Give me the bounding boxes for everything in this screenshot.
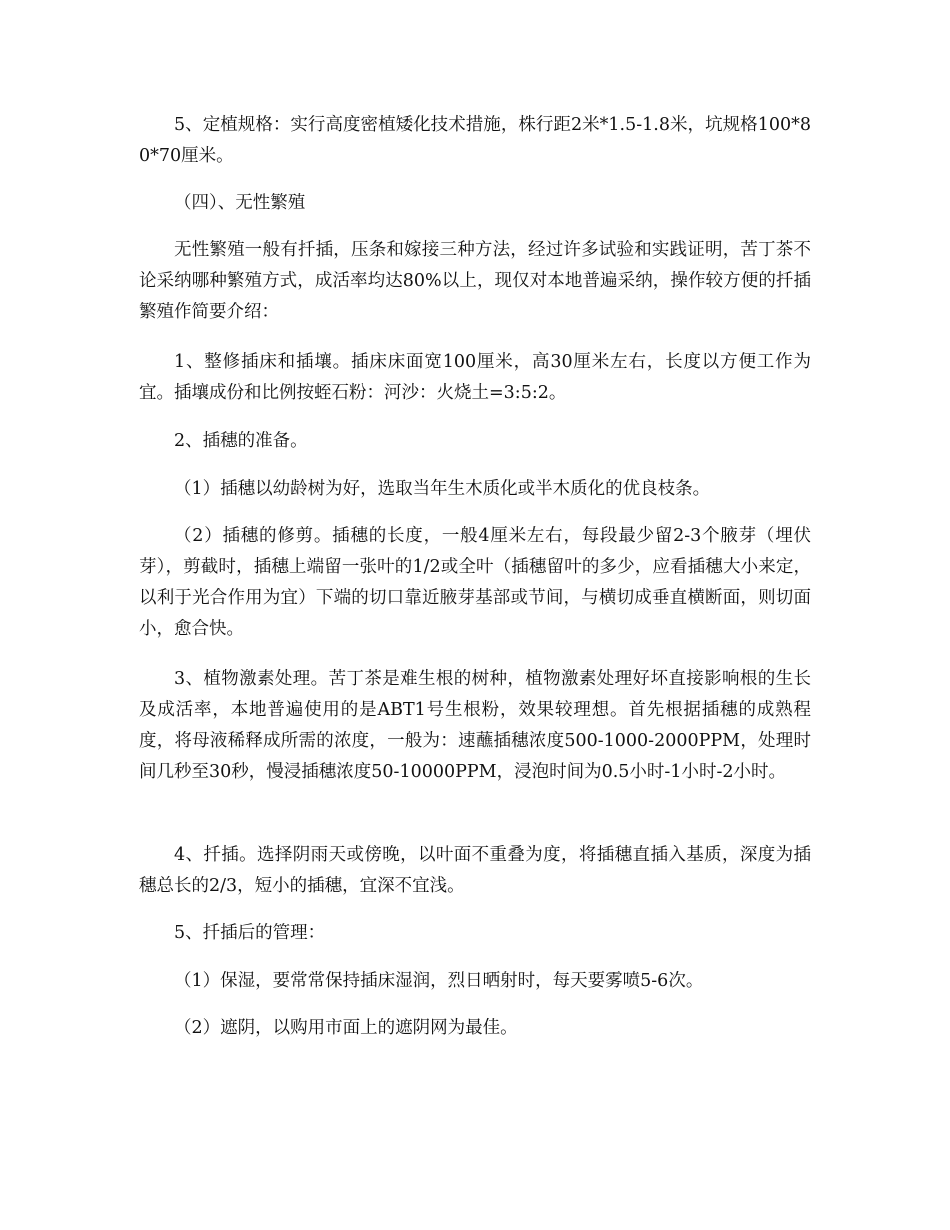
- paragraph-cutting-pruning: （2）插穗的修剪。插穗的长度，一般4厘米左右，每段最少留2-3个腋芽（埋伏芽），剪截时，插穗上端留一张叶的1/2或全叶（插穗留叶的多少，应看插穗大小来定，以利于光合作用为宜）下端的切口靠近腋芽基部或节间，与横切成垂直横断面，则切面小，愈合快。: [139, 526, 811, 639]
- paragraph-post-cutting-management: 5、扦插后的管理：: [174, 923, 326, 943]
- paragraph-cutting-preparation: 2、插穗的准备。: [174, 431, 308, 451]
- paragraph-cutting-selection: （1）插穗以幼龄树为好，选取当年生木质化或半木质化的优良枝条。: [174, 479, 711, 499]
- paragraph-cutting-insertion: 4、扦插。选择阴雨天或傍晚，以叶面不重叠为度，将插穗直插入基质，深度为插穗总长的2/3，短小的插穗，宜深不宜浅。: [139, 845, 811, 896]
- paragraph-planting-spec: 5、定植规格：实行高度密植矮化技术措施，株行距2米*1.5-1.8米，坑规格100*80*70厘米。: [139, 115, 811, 166]
- paragraph-propagation-intro: 无性繁殖一般有扦插，压条和嫁接三种方法，经过许多试验和实践证明，苦丁茶不论采纳哪种繁殖方式，成活率均达80%以上，现仅对本地普遍采纳，操作较方便的扦插繁殖作简要介绍：: [139, 240, 811, 322]
- section-heading-asexual-propagation: （四）、无性繁殖: [174, 193, 306, 213]
- paragraph-humidity-control: （1）保湿，要常常保持插床湿润，烈日晒射时，每天要雾喷5-6次。: [174, 971, 704, 991]
- paragraph-bed-preparation: 1、整修插床和插壤。插床床面宽100厘米，高30厘米左右，长度以方便工作为宜。插壤成份和比例按蛭石粉：河沙：火烧土=3:5:2。: [139, 352, 811, 403]
- paragraph-hormone-treatment: 3、植物激素处理。苦丁茶是难生根的树种，植物激素处理好坏直接影响根的生长及成活率，本地普遍使用的是ABT1号生根粉，效果较理想。首先根据插穗的成熟程度，将母液稀释成所需的浓度，一般为：速蘸插穗浓度500-1000-2000PPM，处理时间几秒至30秒，慢浸插穗浓度50-10000PPM，浸泡时间为0.5小时-1小时-2小时。: [139, 669, 811, 782]
- paragraph-shading: （2）遮阴，以购用市面上的遮阴网为最佳。: [174, 1018, 518, 1038]
